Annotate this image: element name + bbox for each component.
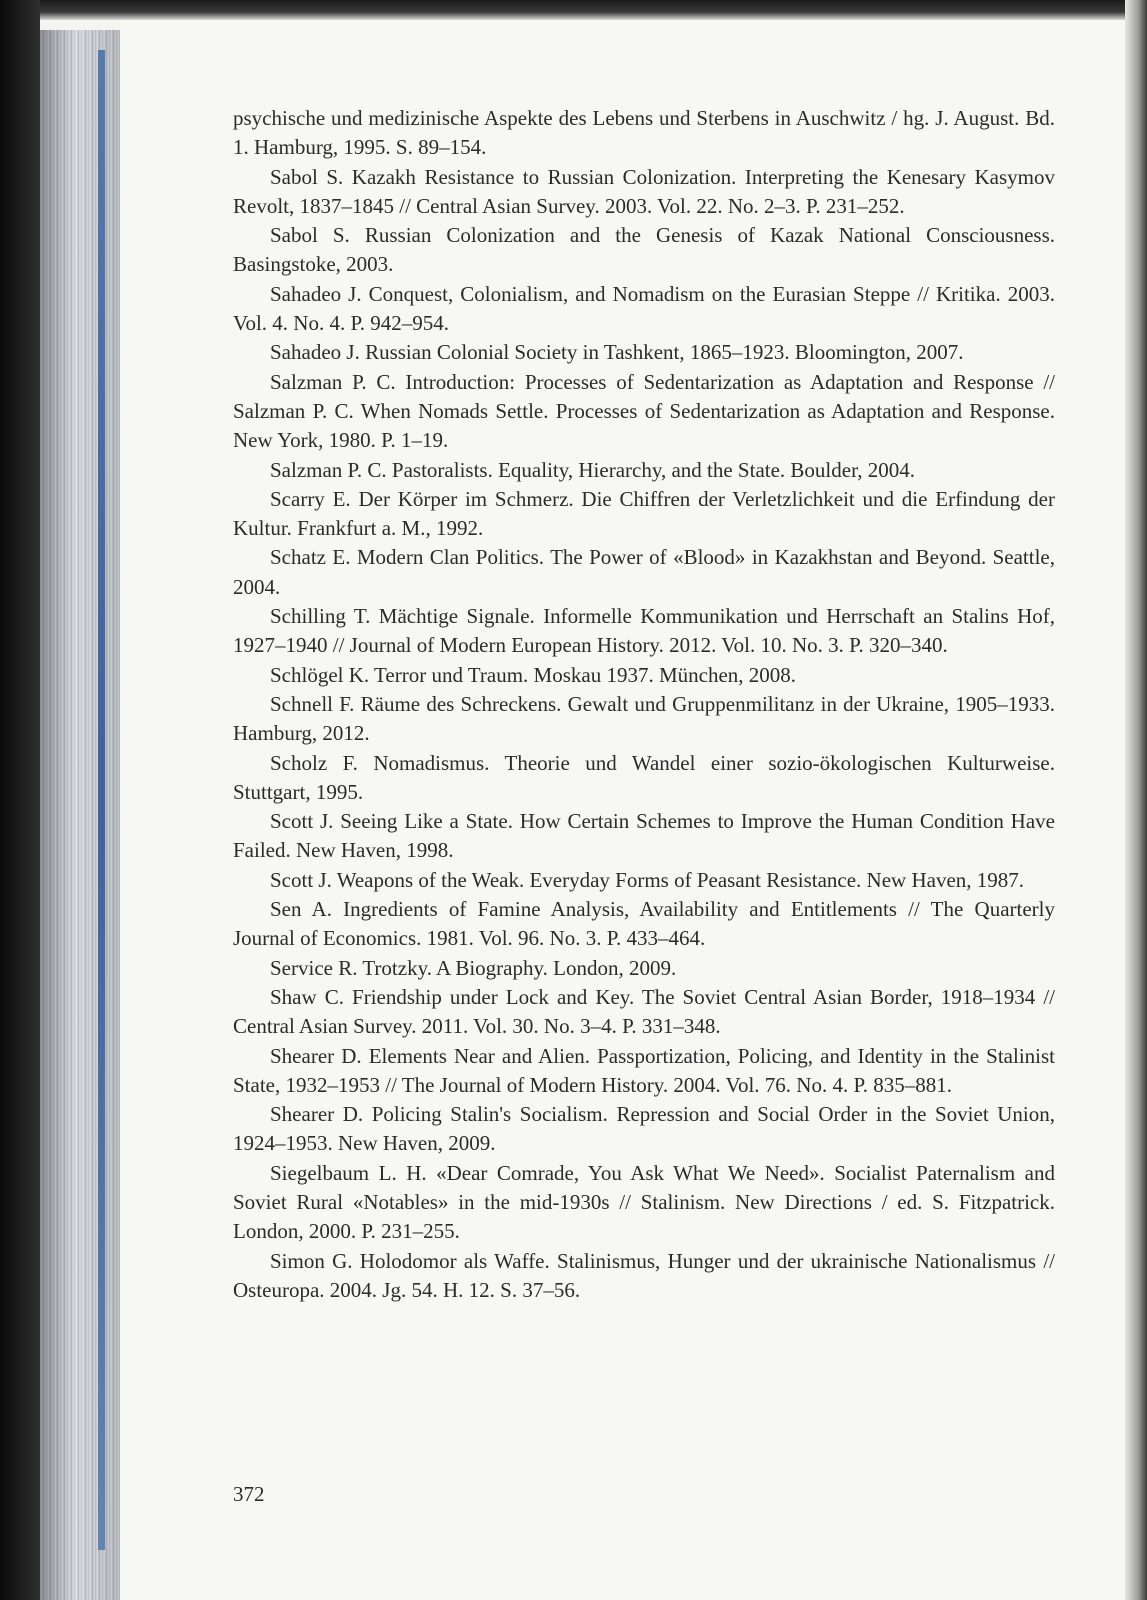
bibliography-entry: Sahadeo J. Russian Colonial Society in Tashkent, 1865–1923. Bloomington, 2007. [270, 340, 964, 365]
book-page [120, 20, 1125, 1600]
bibliography-entry: Sabol S. Russian Colonization and the Genesis of Kazak National Consciousness. Basingstoke, 2003. [233, 223, 1055, 277]
scan-top-edge [0, 0, 1147, 20]
bibliography-entry: Shaw C. Friendship under Lock and Key. The Soviet Central Asian Border, 1918–1934 // Central Asian Survey. 2011. Vol. 30. No. 3–4. P. 331–348. [233, 984, 1055, 1039]
scan-right-edge [1125, 0, 1147, 1600]
bibliography-list [233, 104, 1055, 1305]
book-page-edges [40, 30, 120, 1600]
bibliography-entry: Service R. Trotzky. A Biography. London, 2009. [270, 955, 677, 980]
bibliography-entry: Shearer D. Policing Stalin's Socialism. Repression and Social Order in the Soviet Union, 1924–1953. New Haven, 2009. [233, 1102, 1055, 1156]
bibliography-entry: psychische und medizinische Aspekte des Lebens und Sterbens in Auschwitz / hg. J. August. Bd. 1. Hamburg, 1995. S. 89–154. [233, 106, 1055, 160]
bibliography-entry: Schilling T. Mächtige Signale. Informelle Kommunikation und Herrschaft an Stalins Hof, 1927–1940 // Journal of Modern European History. 2012. Vol. 10. No. 3. P. 320–340. [233, 604, 1055, 658]
bibliography-entry: Salzman P. C. Pastoralists. Equality, Hierarchy, and the State. Boulder, 2004. [270, 457, 915, 482]
bibliography-entry: Simon G. Holodomor als Waffe. Stalinismus, Hunger und der ukrainische Nationalismus // Osteuropa. 2004. Jg. 54. H. 12. S. 37–56. [233, 1248, 1055, 1302]
bibliography-entry: Siegelbaum L. H. «Dear Comrade, You Ask What We Need». Socialist Paternalism and Soviet Rural «Notables» in the mid-1930s // Stalinism. New Directions / ed. S. Fitzpatrick. London, 2000. P. 231–255. [233, 1160, 1055, 1244]
bibliography-entry: Schnell F. Räume des Schreckens. Gewalt und Gruppenmilitanz in der Ukraine, 1905–1933. Hamburg, 2012. [233, 691, 1055, 746]
bibliography-entry: Scott J. Weapons of the Weak. Everyday Forms of Peasant Resistance. New Haven, 1987. [270, 867, 1025, 892]
bibliography-entry: Scarry E. Der Körper im Schmerz. Die Chiffren der Verletzlichkeit und die Erfindung der Kultur. Frankfurt a. M., 1992. [233, 486, 1055, 541]
bibliography-entry: Salzman P. C. Introduction: Processes of Sedentarization as Adaptation and Response // Salzman P. C. When Nomads Settle. Processes of Sedentarization as Adaptation and Response. New York, 1980. P. 1–19. [233, 369, 1055, 453]
bibliography-entry: Sahadeo J. Conquest, Colonialism, and Nomadism on the Eurasian Steppe // Kritika. 2003. Vol. 4. No. 4. P. 942–954. [233, 281, 1055, 336]
page-edge-shadow [40, 30, 120, 1600]
bibliography-entry: Sen A. Ingredients of Famine Analysis, Availability and Entitlements // The Quarterly Journal of Economics. 1981. Vol. 96. No. 3. P. 433–464. [233, 897, 1055, 951]
bibliography-entry: Schatz E. Modern Clan Politics. The Power of «Blood» in Kazakhstan and Beyond. Seattle, 2004. [233, 545, 1055, 599]
bibliography-entry: Scott J. Seeing Like a State. How Certain Schemes to Improve the Human Condition Have Failed. New Haven, 1998. [233, 809, 1055, 863]
bibliography-entry: Shearer D. Elements Near and Alien. Passportization, Policing, and Identity in the Stalinist State, 1932–1953 // The Journal of Modern History. 2004. Vol. 76. No. 4. P. 835–881. [233, 1043, 1055, 1097]
bibliography-entry: Scholz F. Nomadismus. Theorie und Wandel einer sozio-ökologischen Kulturweise. Stuttgart, 1995. [233, 750, 1055, 804]
page-number: 372 [233, 1482, 265, 1506]
bibliography-entry: Sabol S. Kazakh Resistance to Russian Colonization. Interpreting the Kenesary Kasymov Revolt, 1837–1845 // Central Asian Survey. 2003. Vol. 22. No. 2–3. P. 231–252. [233, 164, 1055, 218]
bibliography-entry: Schlögel K. Terror und Traum. Moskau 1937. München, 2008. [270, 662, 797, 687]
scan-left-edge [0, 0, 40, 1600]
